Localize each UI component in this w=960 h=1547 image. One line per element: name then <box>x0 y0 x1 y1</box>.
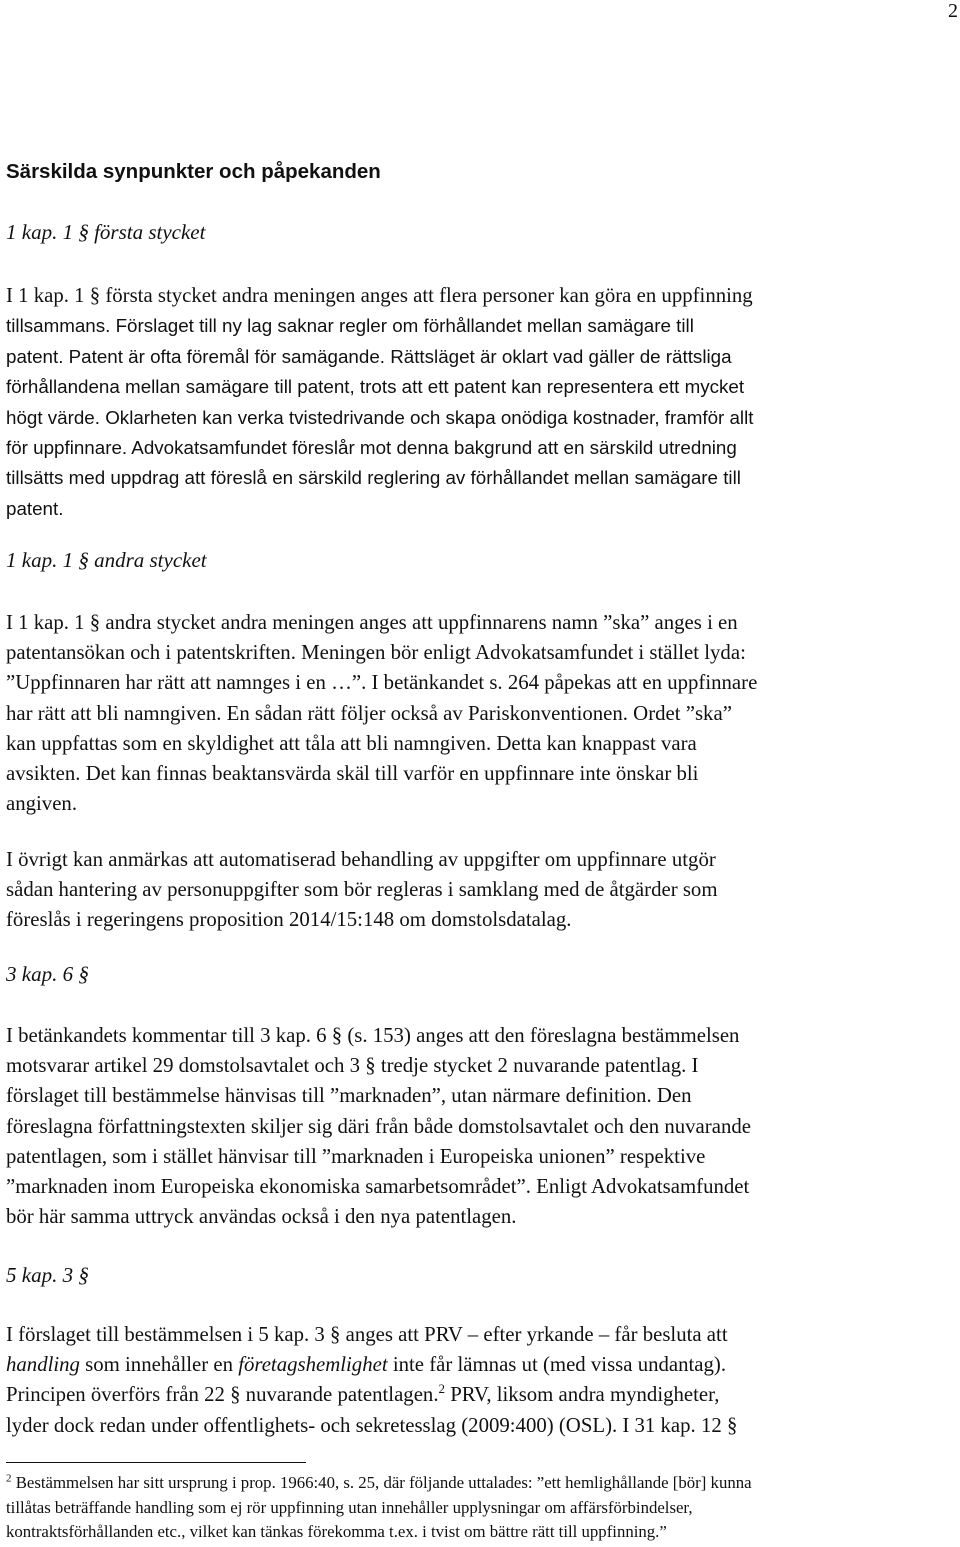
text-line <box>6 1350 960 1380</box>
text-line: patent. <box>6 497 64 519</box>
text-line: för uppfinnare. Advokatsamfundet föreslår mot denna bakgrund att en särskild utredning <box>6 437 737 459</box>
subsection-title-1kap1-forsta: 1 kap. 1 § första stycket <box>6 220 206 244</box>
text-segment: Bestämmelsen har sitt ursprung i prop. 1966:40, s. 25, där följande uttalades: ”ett hemlighållande [bör] kunna <box>11 1473 752 1492</box>
text-line: I övrigt kan anmärkas att automatiserad behandling av uppgifter om uppfinnare utgör <box>6 848 716 871</box>
text-line: I förslaget till bestämmelsen i 5 kap. 3 § anges att PRV – efter yrkande – får besluta att <box>6 1323 728 1346</box>
text-line: patentansökan och i patentskriften. Meningen bör enligt Advokatsamfundet i stället lyda: <box>6 641 746 665</box>
subsection-title-5kap3: 5 kap. 3 § <box>6 1263 89 1287</box>
footnote-line: tillåtas beträffande handling som ej rör uppfinning utan innehåller upplysningar om affärsförbindelser, <box>6 1497 693 1517</box>
paragraph-personuppgifter <box>6 845 960 936</box>
footnote-divider <box>6 1462 306 1463</box>
footnote-line: kontraktsförhållanden etc., vilket kan tänkas förekomma t.ex. i tvist om bättre rätt till uppfinning.” <box>6 1522 667 1541</box>
paragraph-uppfinnarens-namn <box>6 608 960 819</box>
text-line: har rätt att bli namngiven. En sådan rätt följer också av Pariskonventionen. Ordet ”ska” <box>6 701 732 725</box>
text-line: kan uppfattas som en skyldighet att tåla att bli namngiven. Detta kan knappast vara <box>6 731 697 755</box>
text-line: angiven. <box>6 792 78 816</box>
text-line: föreslagna författningstexten skiljer sig däri från både domstolsavtalet och den nuvarande <box>6 1114 751 1138</box>
footnote-mark: 2 <box>6 1472 12 1485</box>
text-line: föreslås i regeringens proposition 2014/15:148 om domstolsdatalag. <box>6 908 572 932</box>
text-line: ”Uppfinnaren har rätt att namnges i en …”. I betänkandet s. 264 påpekas att en uppfinnare <box>6 671 758 695</box>
emphasis-foretagshemlighet: företagshemlighet <box>238 1353 388 1377</box>
text-line: patent. Patent är ofta föremål för samägande. Rättsläget är oklart vad gäller de rättsliga <box>6 345 732 367</box>
text-line: högt värde. Oklarheten kan verka tvistedrivande och skapa onödiga kostnader, framför allt <box>6 406 754 428</box>
text-line: I betänkandets kommentar till 3 kap. 6 § (s. 153) anges att den föreslagna bestämmelsen <box>6 1024 740 1047</box>
text-line: avsikten. Det kan finnas beaktansvärda skäl till varför en uppfinnare inte önskar bli <box>6 762 699 786</box>
footnote <box>6 1471 960 1545</box>
text-segment: inte får lämnas ut (med vissa undantag). <box>387 1353 727 1377</box>
paragraph-foretagshemlighet <box>6 1320 960 1441</box>
text-line: bör här samma uttryck användas också i den nya patentlagen. <box>6 1205 517 1229</box>
text-line: sådan hantering av personuppgifter som bör regleras i samklang med de åtgärder som <box>6 878 718 902</box>
text-line: förslaget till bestämmelse hänvisas till ”marknaden”, utan närmare definition. Den <box>6 1084 692 1108</box>
section-heading: Särskilda synpunkter och påpekanden <box>6 160 381 183</box>
text-line <box>6 1380 960 1410</box>
footnote-reference: 2 <box>438 1381 446 1397</box>
text-line: I 1 kap. 1 § andra stycket andra meningen anges att uppfinnarens namn ”ska” anges i en <box>6 611 738 634</box>
text-line: I 1 kap. 1 § första stycket andra meningen anges att flera personer kan göra en uppfinning <box>6 284 753 307</box>
emphasis-handling: handling <box>6 1353 80 1377</box>
text-line: förhållandena mellan samägare till patent, trots att ett patent kan representera ett mycket <box>6 376 745 398</box>
text-line: ”marknaden inom Europeiska ekonomiska samarbetsområdet”. Enligt Advokatsamfundet <box>6 1175 750 1199</box>
subsection-title-3kap6: 3 kap. 6 § <box>6 962 89 986</box>
subsection-title-1kap1-andra: 1 kap. 1 § andra stycket <box>6 548 207 572</box>
text-line: motsvarar artikel 29 domstolsavtalet och 3 § tredje stycket 2 nuvarande patentlag. I <box>6 1054 699 1078</box>
text-line: tillsammans. Förslaget till ny lag saknar regler om förhållandet mellan samägare till <box>6 315 694 337</box>
paragraph-marknaden <box>6 1021 960 1232</box>
footnote-line <box>6 1471 960 1496</box>
text-segment: PRV, liksom andra myndigheter, <box>445 1383 720 1407</box>
paragraph-samagare <box>6 281 960 524</box>
text-line: patentlagen, som i stället hänvisar till ”marknaden i Europeiska unionen” respektive <box>6 1144 706 1168</box>
text-segment: som innehåller en <box>79 1353 239 1377</box>
page-number: 2 <box>948 0 958 22</box>
text-line: tillsätts med uppdrag att föreslå en särskild reglering av förhållandet mellan samägare till <box>6 467 741 489</box>
text-line: lyder dock redan under offentlighets- och sekretesslag (2009:400) (OSL). I 31 kap. 12 § <box>6 1413 738 1437</box>
text-segment: Principen överförs från 22 § nuvarande patentlagen. <box>6 1383 439 1407</box>
